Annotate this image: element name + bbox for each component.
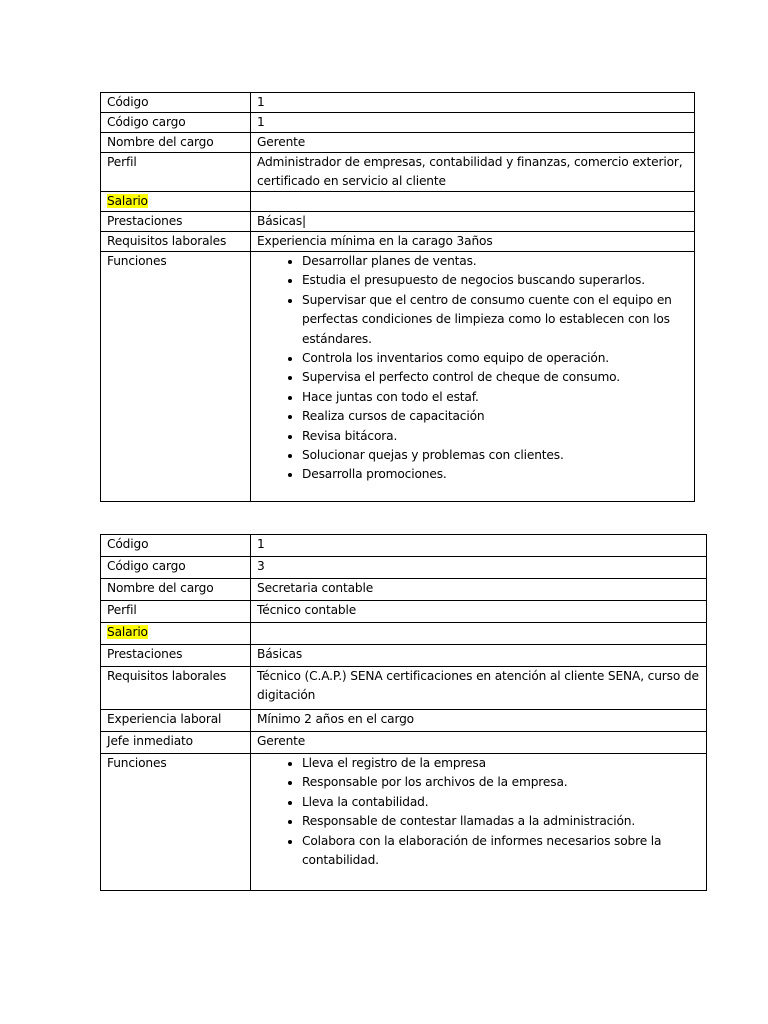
funciones-cell [251, 252, 695, 502]
codigo-label: Código [101, 93, 251, 113]
list-item: • Controla los inventarios como equipo de operación. [302, 349, 688, 368]
nombre-cargo-value: Gerente [251, 133, 695, 153]
list-item: • Revisa bitácora. [302, 427, 688, 446]
list-item: • Responsable por los archivos de la empresa. [302, 773, 700, 792]
requisitos-value: Técnico (C.A.P.) SENA certificaciones en atención al cliente SENA, curso de digitación [251, 667, 707, 710]
codigo-cargo-value: 3 [251, 557, 707, 579]
job-table-secretaria [100, 534, 707, 891]
nombre-cargo-label: Nombre del cargo [101, 579, 251, 601]
list-item: • Supervisa el perfecto control de cheque de consumo. [302, 368, 688, 387]
salario-label-cell [101, 623, 251, 645]
codigo-value: 1 [251, 535, 707, 557]
list-item: • Hace juntas con todo el estaf. [302, 388, 688, 407]
salario-value [251, 623, 707, 645]
jefe-value: Gerente [251, 732, 707, 754]
codigo-cargo-label: Código cargo [101, 113, 251, 133]
list-item: • Solucionar quejas y problemas con clientes. [302, 446, 688, 465]
experiencia-label: Experiencia laboral [101, 710, 251, 732]
funciones-list [257, 754, 700, 870]
prestaciones-value: Básicas| [251, 212, 695, 232]
perfil-label: Perfil [101, 153, 251, 192]
prestaciones-label: Prestaciones [101, 645, 251, 667]
list-item: • Supervisar que el centro de consumo cuente con el equipo en perfectas condiciones de limpieza como lo establecen con los estándares. [302, 291, 688, 349]
funciones-cell [251, 754, 707, 891]
salario-label: Salario [107, 625, 148, 639]
list-item: • Estudia el presupuesto de negocios buscando superarlos. [302, 271, 688, 290]
salario-value [251, 192, 695, 212]
experiencia-value: Mínimo 2 años en el cargo [251, 710, 707, 732]
requisitos-value: Experiencia mínima en la carago 3años [251, 232, 695, 252]
nombre-cargo-label: Nombre del cargo [101, 133, 251, 153]
requisitos-label: Requisitos laborales [101, 232, 251, 252]
codigo-value: 1 [251, 93, 695, 113]
funciones-label: Funciones [101, 252, 251, 502]
list-item: • Colabora con la elaboración de informes necesarios sobre la contabilidad. [302, 832, 700, 871]
codigo-cargo-value: 1 [251, 113, 695, 133]
prestaciones-label: Prestaciones [101, 212, 251, 232]
list-item: • Realiza cursos de capacitación [302, 407, 688, 426]
perfil-value: Administrador de empresas, contabilidad y finanzas, comercio exterior, certificado en servicio al cliente [251, 153, 695, 192]
codigo-label: Código [101, 535, 251, 557]
prestaciones-value: Básicas [251, 645, 707, 667]
perfil-value: Técnico contable [251, 601, 707, 623]
job-table-gerente [100, 92, 695, 502]
funciones-label: Funciones [101, 754, 251, 891]
list-item: • Desarrolla promociones. [302, 465, 688, 484]
list-item: • Lleva el registro de la empresa [302, 754, 700, 773]
salario-label: Salario [107, 194, 148, 208]
list-item: • Responsable de contestar llamadas a la administración. [302, 812, 700, 831]
nombre-cargo-value: Secretaria contable [251, 579, 707, 601]
list-item: • Lleva la contabilidad. [302, 793, 700, 812]
perfil-label: Perfil [101, 601, 251, 623]
jefe-label: Jefe inmediato [101, 732, 251, 754]
funciones-list [257, 252, 688, 485]
salario-label-cell [101, 192, 251, 212]
requisitos-label: Requisitos laborales [101, 667, 251, 710]
list-item: • Desarrollar planes de ventas. [302, 252, 688, 271]
codigo-cargo-label: Código cargo [101, 557, 251, 579]
